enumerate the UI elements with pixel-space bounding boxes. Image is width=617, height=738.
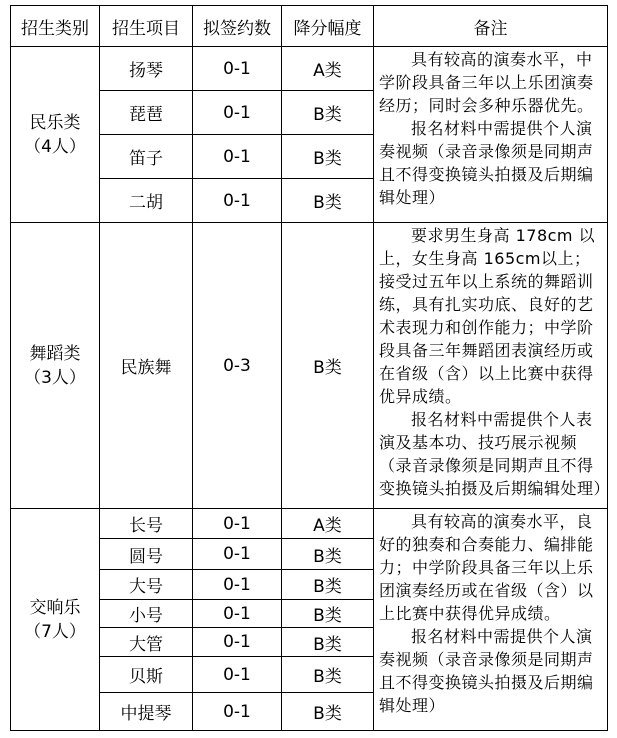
remark-paragraph: 具有较高的演奏水平，中学阶段具备三年以上乐团演奏经历；同时会多种乐器优先。	[379, 50, 594, 115]
reduction-cell: B类	[282, 693, 374, 731]
remark-paragraph: 报名材料中需提供个人表演及基本功、技巧展示视频（录音录像须是同期声且不得变换镜头拍摄及后期编辑处理）	[379, 410, 611, 498]
category-name: 交响乐	[29, 597, 81, 618]
item-cell: 圆号	[100, 539, 193, 570]
quota-cell: 0-3	[193, 223, 282, 509]
remark-paragraph: 报名材料中需提供个人演奏视频（录音录像须是同期声且不得变换镜头拍摄及后期编辑处理）	[379, 119, 594, 207]
header-quota: 拟签约数	[193, 6, 282, 47]
reduction-cell: B类	[282, 539, 374, 570]
reduction-cell: A类	[282, 509, 374, 539]
quota-cell: 0-1	[193, 693, 282, 731]
table-row	[11, 47, 608, 91]
category-cell	[11, 509, 100, 731]
header-remark: 备注	[374, 6, 608, 47]
item-cell: 笛子	[100, 135, 193, 179]
table-row	[11, 223, 608, 509]
header-item: 招生项目	[100, 6, 193, 47]
category-count: （4人）	[24, 136, 86, 157]
remark-cell	[374, 223, 611, 509]
reduction-cell: B类	[282, 135, 374, 179]
item-cell: 大号	[100, 570, 193, 600]
reduction-cell: A类	[282, 47, 374, 91]
reduction-cell: B类	[282, 657, 374, 693]
remark-cell	[374, 509, 608, 731]
quota-cell: 0-1	[193, 539, 282, 570]
category-cell	[11, 223, 100, 509]
quota-cell: 0-1	[193, 570, 282, 600]
category-name: 舞蹈类	[29, 343, 81, 364]
quota-cell: 0-1	[193, 179, 282, 223]
quota-cell: 0-1	[193, 657, 282, 693]
item-cell: 中提琴	[100, 693, 193, 731]
header-row	[11, 6, 608, 47]
remark-cell	[374, 47, 608, 223]
reduction-cell: B类	[282, 570, 374, 600]
category-count: （7人）	[24, 621, 86, 642]
quota-cell: 0-1	[193, 135, 282, 179]
category-cell	[11, 47, 100, 223]
item-cell: 琵琶	[100, 91, 193, 135]
header-reduction: 降分幅度	[282, 6, 374, 47]
reduction-cell: B类	[282, 600, 374, 628]
table-row	[11, 509, 608, 539]
quota-cell: 0-1	[193, 600, 282, 628]
item-cell: 民族舞	[100, 223, 193, 509]
reduction-cell: B类	[282, 628, 374, 657]
reduction-cell: B类	[282, 179, 374, 223]
enrollment-table	[10, 5, 611, 731]
item-cell: 小号	[100, 600, 193, 628]
quota-cell: 0-1	[193, 628, 282, 657]
category-name: 民乐类	[29, 112, 81, 133]
quota-cell: 0-1	[193, 47, 282, 91]
item-cell: 大管	[100, 628, 193, 657]
remark-paragraph: 报名材料中需提供个人演奏视频（录音录像须是同期声且不得变换镜头拍摄及后期编辑处理）	[379, 627, 594, 715]
quota-cell: 0-1	[193, 91, 282, 135]
category-count: （3人）	[24, 367, 86, 388]
item-cell: 二胡	[100, 179, 193, 223]
item-cell: 贝斯	[100, 657, 193, 693]
remark-paragraph: 要求男生身高 178cm 以上，女生身高 165cm以上；接受过五年以上系统的舞蹈训练，具有扎实功底、良好的艺术表现力和创作能力；中学阶段具备三年舞蹈团表演经历或在省级（含）以上比赛中获得优异成绩。	[379, 226, 596, 406]
item-cell: 扬琴	[100, 47, 193, 91]
header-category: 招生类别	[11, 6, 100, 47]
remark-paragraph: 具有较高的演奏水平，良好的独奏和合奏能力、编排能力；中学阶段具备三年以上乐团演奏经历或在省级（含）以上比赛中获得优异成绩。	[379, 512, 594, 623]
quota-cell: 0-1	[193, 509, 282, 539]
item-cell: 长号	[100, 509, 193, 539]
reduction-cell: B类	[282, 91, 374, 135]
reduction-cell: B类	[282, 223, 374, 509]
